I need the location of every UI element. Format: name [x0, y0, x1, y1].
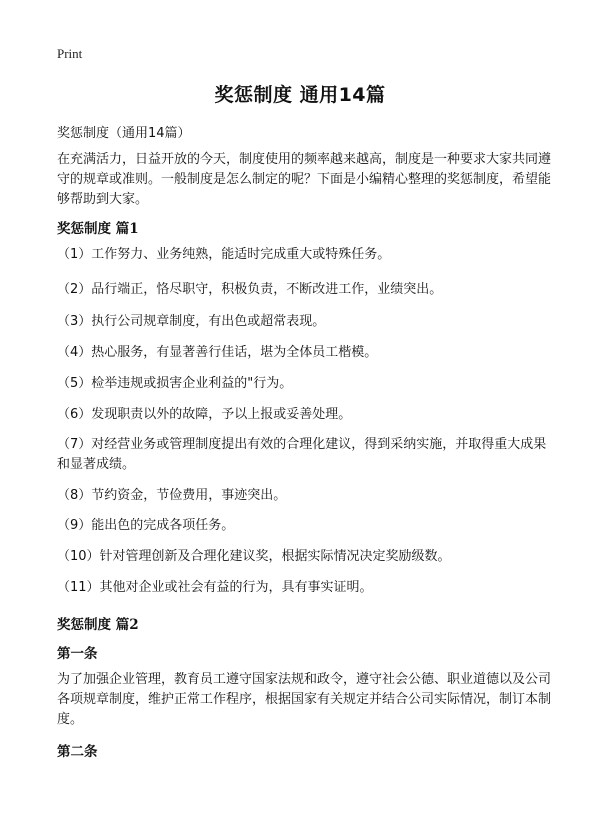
list-item: （2）品行端正，恪尽职守，积极负责，不断改进工作，业绩突出。: [57, 282, 443, 297]
section-heading-2: 奖惩制度 篇2: [57, 617, 139, 633]
list-item: （4）热心服务，有显著善行佳话，堪为全体员工楷模。: [57, 345, 378, 360]
article-heading-2: 第二条: [57, 744, 98, 760]
list-item: （7）对经营业务或管理制度提出有效的合理化建议，得到采纳实施，并取得重大成果和显著成绩。: [57, 437, 547, 472]
list-item: （10）针对管理创新及合理化建议奖，根据实际情况决定奖励级数。: [57, 549, 451, 564]
list-item: （11）其他对企业或社会有益的行为，具有事实证明。: [57, 580, 373, 595]
article-paragraph-1: 为了加强企业管理，教育员工遵守国家法规和政令，遵守社会公德、职业道德以及公司各项规章制度，维护正常工作程序，根据国家有关规定并结合公司实际情况，制订本制度。: [57, 672, 552, 727]
list-item: （3）执行公司规章制度，有出色或超常表现。: [57, 314, 326, 329]
list-item: （9）能出色的完成各项任务。: [57, 518, 235, 533]
intro-paragraph: 在充满活力，日益开放的今天，制度使用的频率越来越高，制度是一种要求大家共同遵守的规章或准则。一般制度是怎么制定的呢？下面是小编精心整理的奖惩制度，希望能够帮助到大家。: [57, 152, 552, 207]
list-item: （6）发现职责以外的故障，予以上报或妥善处理。: [57, 407, 352, 422]
list-item: （5）检举违规或损害企业利益的"行为。: [57, 376, 293, 391]
article-heading-1: 第一条: [57, 646, 98, 662]
document-subtitle: 奖惩制度（通用14篇）: [57, 126, 191, 141]
section-heading-1: 奖惩制度 篇1: [57, 221, 139, 237]
document-title: 奖惩制度 通用14篇: [214, 84, 386, 106]
print-link[interactable]: Print: [57, 46, 83, 61]
list-item: （1）工作努力、业务纯熟，能适时完成重大或特殊任务。: [57, 247, 391, 262]
list-item: （8）节约资金，节俭费用，事迹突出。: [57, 488, 287, 503]
